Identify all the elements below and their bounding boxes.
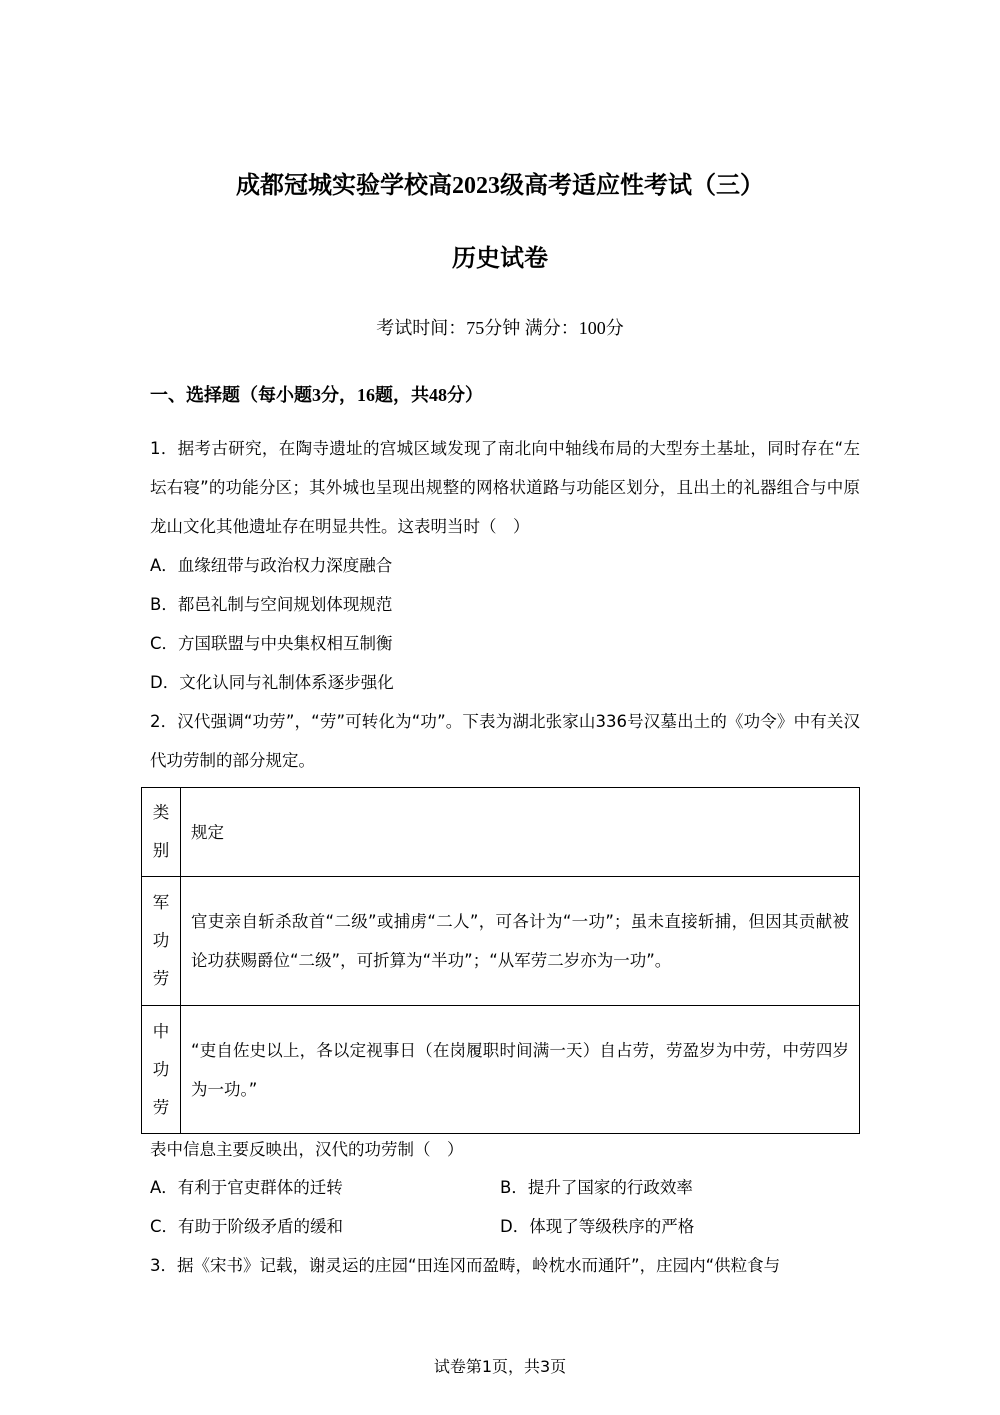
table-header-category: 类别 [142,788,181,877]
question-2-option-a: A．有利于官吏群体的迁转 [150,1178,343,1197]
table-row [142,1006,860,1134]
exam-meta: 考试时间：75分钟 满分：100分 [376,318,624,338]
question-1-option-c: C．方国联盟与中央集权相互制衡 [150,634,393,653]
exam-subtitle: 历史试卷 [452,244,548,272]
exam-title: 成都冠城实验学校高2023级高考适应性考试（三） [236,173,764,199]
table-cell-category: 军功劳 [142,877,181,1006]
table-row [142,877,860,1006]
question-1-option-b: B．都邑礼制与空间规划体现规范 [150,595,393,614]
section-heading: 一、选择题（每小题3分，16题，共48分） [150,385,483,405]
table-cell-rule: 官吏亲自斩杀敌首“二级”或捕虏“二人”，可各计为“一功”；虽未直接斩捕，但因其贡献被论功获赐爵位“二级”，可折算为“半功”；“从军劳二岁亦为一功”。 [181,877,860,1006]
merit-rules-table [141,787,860,1134]
question-1-option-a: A．血缘纽带与政治权力深度融合 [150,556,393,575]
table-cell-category: 中功劳 [142,1006,181,1134]
question-2-option-c: C．有助于阶级矛盾的缓和 [150,1217,344,1236]
table-header-row [142,788,860,877]
question-2-option-b: B．提升了国家的行政效率 [500,1178,693,1197]
question-2-option-d: D．体现了等级秩序的严格 [500,1217,695,1236]
question-2-prompt: 表中信息主要反映出，汉代的功劳制（ ） [150,1140,464,1159]
question-2-stem: 2．汉代强调“功劳”，“劳”可转化为“功”。下表为湖北张家山336号汉墓出土的《功令》中有关汉代功劳制的部分规定。 [150,712,860,770]
question-3-stem: 3．据《宋书》记载，谢灵运的庄园“田连冈而盈畴，岭枕水而通阡”，庄园内“供粒食与 [150,1256,781,1275]
question-1-stem: 1．据考古研究，在陶寺遗址的宫城区域发现了南北向中轴线布局的大型夯土基址，同时存在“左坛右寝”的功能分区；其外城也呈现出规整的网格状道路与功能区划分，且出土的礼器组合与中原龙山文化其他遗址存在明显共性。这表明当时（ ） [150,439,860,536]
question-1-option-d: D．文化认同与礼制体系逐步强化 [150,673,394,692]
table-header-rule: 规定 [181,788,860,877]
table-cell-rule: “吏自佐史以上，各以定视事日（在岗履职时间满一天）自占劳，劳盈岁为中劳，中劳四岁为一功。” [181,1006,860,1134]
page-footer: 试卷第1页，共3页 [433,1357,567,1376]
